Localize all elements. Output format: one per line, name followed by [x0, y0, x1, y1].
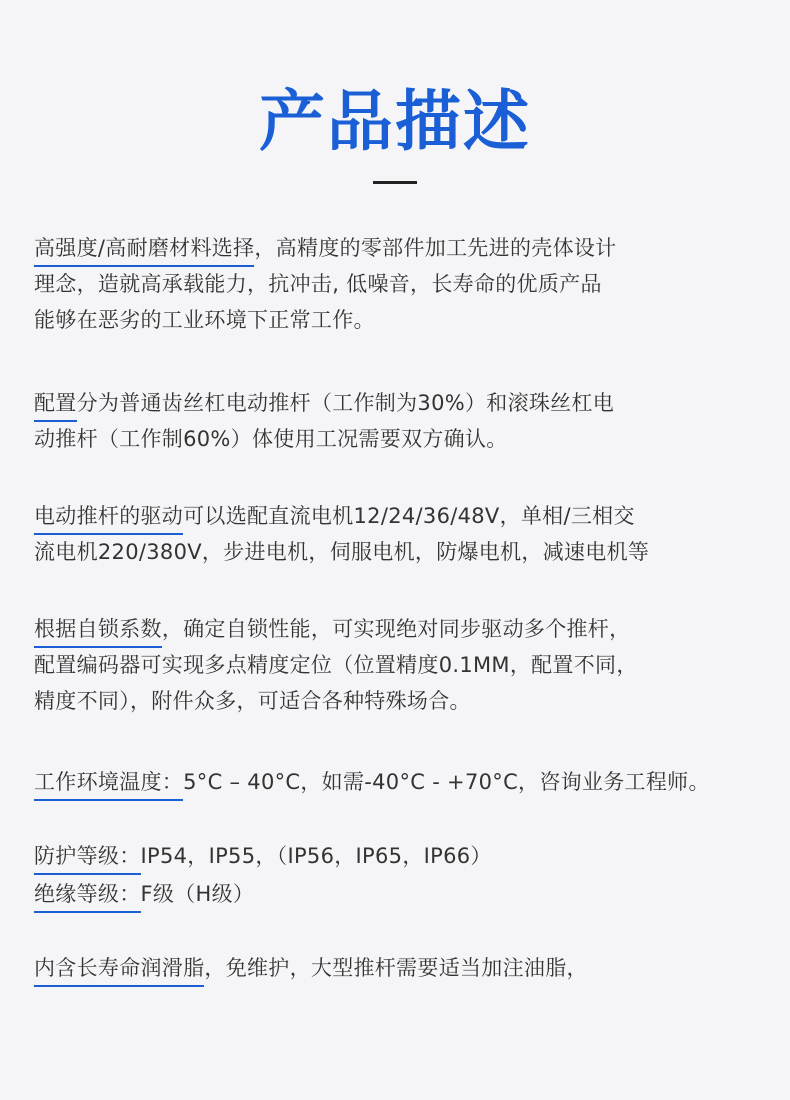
text-line: 能够在恶劣的工业环境下正常工作。 — [34, 308, 375, 332]
section-insulation — [34, 876, 774, 912]
section-label: 根据自锁系数 — [34, 611, 162, 647]
text-span: ，确定自锁性能，可实现绝对同步驱动多个推杆， — [161, 617, 631, 641]
text-line — [34, 385, 774, 421]
page-title: 产品描述 — [259, 83, 531, 160]
text-line: 流电机220/380V，步进电机，伺服电机，防爆电机，减速电机等 — [34, 540, 650, 564]
section-drive — [34, 498, 774, 570]
section-lubrication — [34, 950, 774, 986]
text-line — [34, 611, 774, 647]
text-line — [34, 764, 774, 800]
section-materials — [34, 230, 774, 338]
text-line — [34, 498, 774, 534]
section-label: 内含长寿命润滑脂 — [34, 950, 204, 986]
section-protection — [34, 838, 774, 874]
text-span: 5°C – 40°C，如需-40°C - +70°C，咨询业务工程师。 — [183, 770, 710, 794]
section-label: 绝缘等级： — [34, 876, 141, 912]
text-span: ，高精度的零部件加工先进的壳体设计 — [254, 236, 617, 260]
text-line — [34, 838, 774, 874]
section-label: 防护等级： — [34, 838, 141, 874]
section-label: 电动推杆的驱动 — [34, 498, 183, 534]
text-span: ，免维护，大型推杆需要适当加注油脂， — [204, 956, 588, 980]
text-line: 动推杆（工作制60%）体使用工况需要双方确认。 — [34, 427, 508, 451]
section-temperature — [34, 764, 774, 800]
text-span: F级（H级） — [140, 882, 255, 906]
section-configuration — [34, 385, 774, 457]
section-label: 配置 — [34, 385, 77, 421]
text-line: 配置编码器可实现多点精度定位（位置精度0.1MM，配置不同， — [34, 653, 638, 677]
text-span: IP54，IP55，（IP56，IP65，IP66） — [140, 844, 492, 868]
text-line: 精度不同），附件众多，可适合各种特殊场合。 — [34, 689, 471, 713]
text-line — [34, 876, 774, 912]
section-label: 高强度/高耐磨材料选择 — [34, 230, 254, 266]
text-span: 分为普通齿丝杠电动推杆（工作制为30%）和滚珠丝杠电 — [76, 391, 615, 415]
text-span: 可以选配直流电机12/24/36/48V，单相/三相交 — [183, 504, 635, 528]
title-divider — [373, 181, 417, 184]
text-line: 理念，造就高承载能力，抗冲击, 低噪音，长寿命的优质产品 — [34, 272, 602, 296]
section-self-locking — [34, 611, 774, 719]
text-line — [34, 230, 774, 266]
section-label: 工作环境温度： — [34, 764, 183, 800]
text-line — [34, 950, 774, 986]
